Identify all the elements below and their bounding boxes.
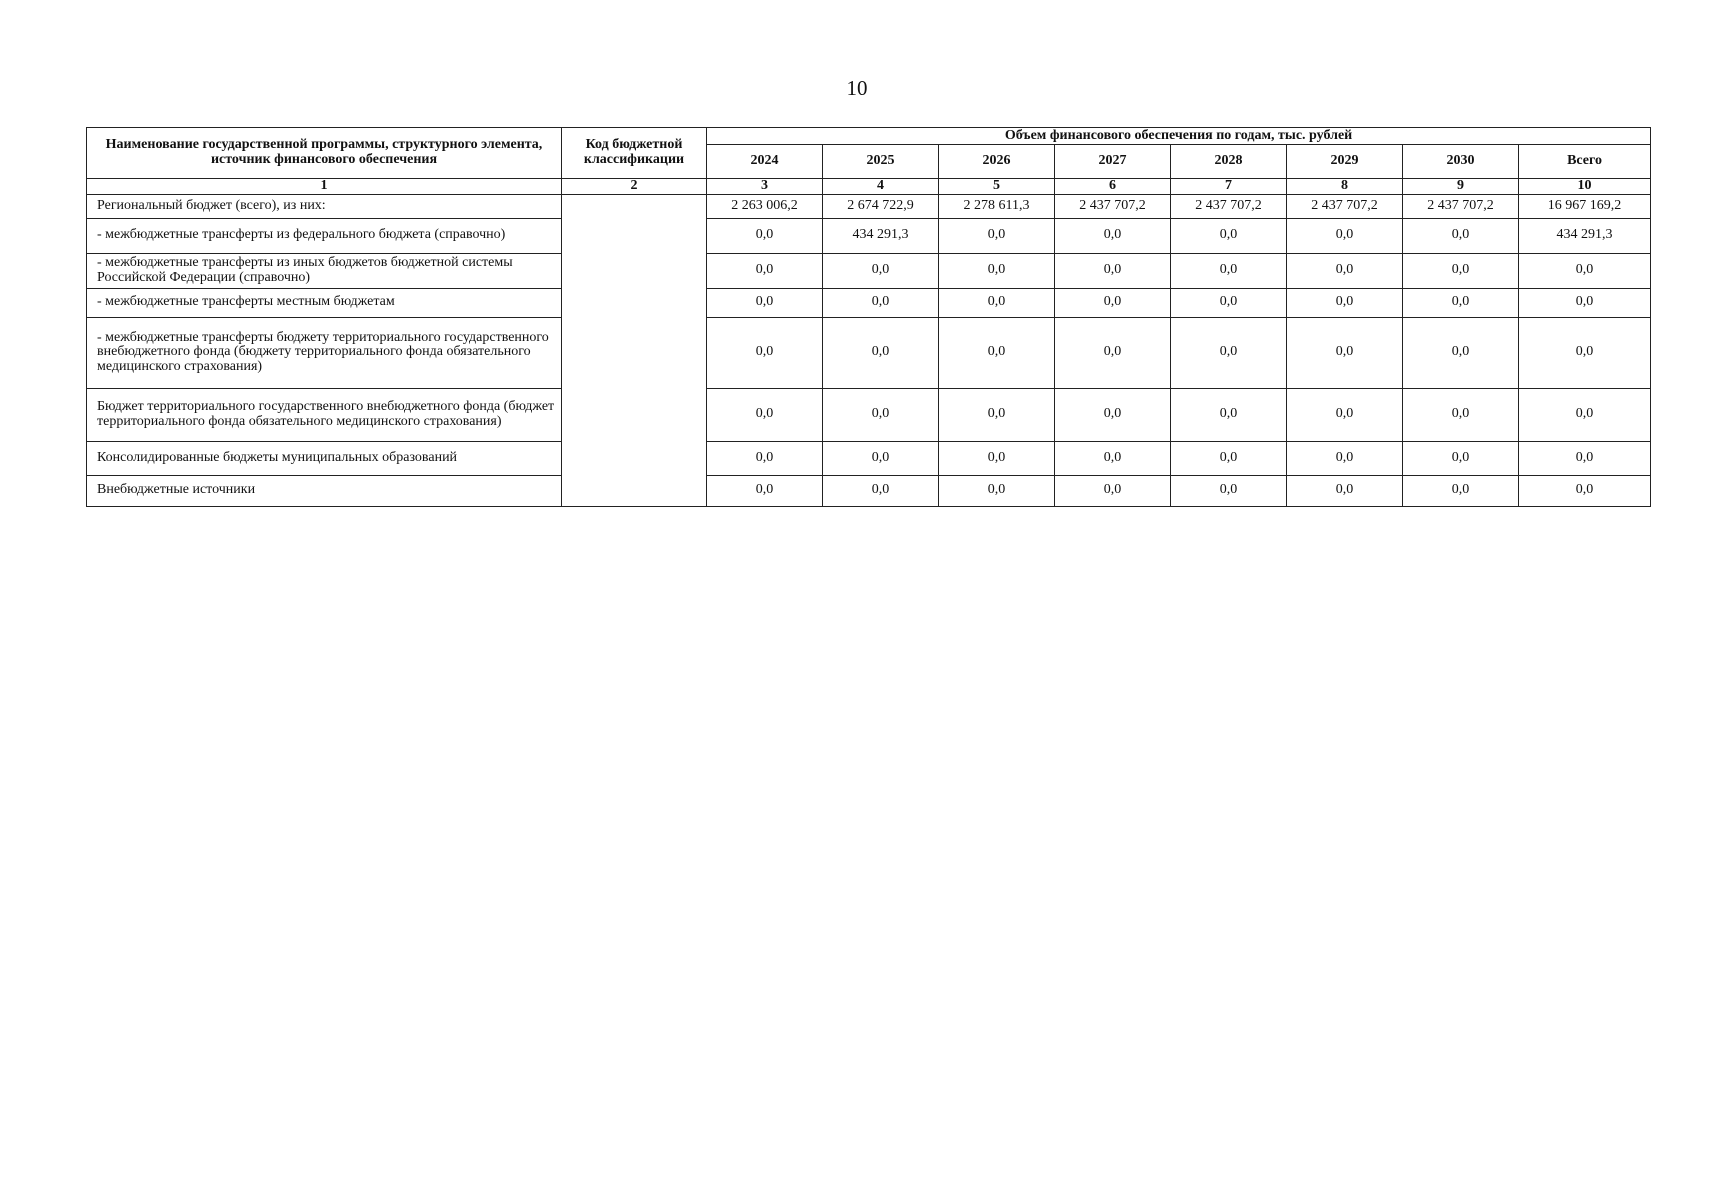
cell-value: 0,0 (939, 288, 1055, 317)
row-name: - межбюджетные трансферты местным бюджетам (87, 288, 562, 317)
cell-value: 2 437 707,2 (1171, 194, 1287, 218)
column-number: 1 (87, 179, 562, 195)
column-numbers-row (87, 179, 1651, 195)
header-total: Всего (1519, 145, 1651, 179)
cell-total: 0,0 (1519, 388, 1651, 441)
header-year: 2024 (707, 145, 823, 179)
header-year: 2028 (1171, 145, 1287, 179)
column-number: 3 (707, 179, 823, 195)
row-name: - межбюджетные трансферты из иных бюджетов бюджетной системы Российской Федерации (справочно) (87, 253, 562, 288)
cell-value: 0,0 (707, 441, 823, 475)
cell-total: 0,0 (1519, 288, 1651, 317)
cell-value: 0,0 (1287, 218, 1403, 253)
cell-value: 0,0 (1403, 441, 1519, 475)
cell-value: 0,0 (1171, 253, 1287, 288)
cell-value: 2 278 611,3 (939, 194, 1055, 218)
column-number: 6 (1055, 179, 1171, 195)
cell-value: 0,0 (1055, 388, 1171, 441)
cell-value: 0,0 (823, 441, 939, 475)
table-row (87, 475, 1651, 506)
cell-value: 0,0 (939, 441, 1055, 475)
header-year: 2030 (1403, 145, 1519, 179)
cell-value: 0,0 (707, 218, 823, 253)
cell-value: 0,0 (823, 317, 939, 388)
column-number: 8 (1287, 179, 1403, 195)
cell-value: 0,0 (1171, 475, 1287, 506)
cell-value: 0,0 (939, 253, 1055, 288)
cell-value: 0,0 (1171, 218, 1287, 253)
cell-total: 0,0 (1519, 441, 1651, 475)
cell-value: 0,0 (1055, 475, 1171, 506)
row-name: Бюджет территориального государственного внебюджетного фонда (бюджет территориального фонда обязательного медицинского страхования) (87, 388, 562, 441)
header-volume: Объем финансового обеспечения по годам, тыс. рублей (707, 128, 1651, 145)
cell-value: 0,0 (1171, 288, 1287, 317)
header-row-top (87, 128, 1651, 145)
cell-value: 0,0 (1287, 388, 1403, 441)
cell-value: 0,0 (1403, 317, 1519, 388)
cell-value: 0,0 (1055, 253, 1171, 288)
budget-code-cell (562, 194, 707, 506)
cell-value: 0,0 (823, 253, 939, 288)
cell-value: 2 437 707,2 (1055, 194, 1171, 218)
cell-value: 0,0 (823, 388, 939, 441)
cell-value: 0,0 (1055, 441, 1171, 475)
cell-value: 0,0 (1287, 475, 1403, 506)
column-number: 10 (1519, 179, 1651, 195)
table-row (87, 441, 1651, 475)
cell-value: 0,0 (939, 475, 1055, 506)
row-name: - межбюджетные трансферты бюджету территориального государственного внебюджетного фонда (бюджету территориального фонда обязательного медицинского страхования) (87, 317, 562, 388)
cell-value: 0,0 (1287, 253, 1403, 288)
cell-value: 0,0 (939, 317, 1055, 388)
cell-value: 0,0 (707, 475, 823, 506)
cell-value: 0,0 (1403, 218, 1519, 253)
header-name: Наименование государственной программы, структурного элемента, источник финансового обеспечения (87, 128, 562, 179)
row-name: Внебюджетные источники (87, 475, 562, 506)
row-name: - межбюджетные трансферты из федерального бюджета (справочно) (87, 218, 562, 253)
page-number: 10 (846, 76, 868, 100)
header-year: 2026 (939, 145, 1055, 179)
column-number: 5 (939, 179, 1055, 195)
cell-value: 0,0 (1171, 317, 1287, 388)
cell-value: 0,0 (1055, 317, 1171, 388)
cell-value: 0,0 (707, 288, 823, 317)
cell-value: 2 437 707,2 (1287, 194, 1403, 218)
row-name: Консолидированные бюджеты муниципальных образований (87, 441, 562, 475)
cell-value: 0,0 (1055, 288, 1171, 317)
cell-value: 0,0 (1403, 475, 1519, 506)
table-row (87, 288, 1651, 317)
cell-value: 0,0 (707, 388, 823, 441)
header-year: 2025 (823, 145, 939, 179)
column-number: 4 (823, 179, 939, 195)
row-name: Региональный бюджет (всего), из них: (87, 194, 562, 218)
cell-value: 0,0 (1287, 288, 1403, 317)
cell-value: 2 263 006,2 (707, 194, 823, 218)
table-row (87, 317, 1651, 388)
cell-value: 0,0 (1287, 317, 1403, 388)
cell-total: 434 291,3 (1519, 218, 1651, 253)
table-row (87, 218, 1651, 253)
cell-total: 0,0 (1519, 475, 1651, 506)
cell-value: 2 674 722,9 (823, 194, 939, 218)
financing-table (86, 127, 1651, 507)
cell-value: 0,0 (1171, 441, 1287, 475)
cell-value: 434 291,3 (823, 218, 939, 253)
cell-value: 0,0 (1171, 388, 1287, 441)
table-row (87, 253, 1651, 288)
cell-total: 0,0 (1519, 253, 1651, 288)
column-number: 9 (1403, 179, 1519, 195)
cell-value: 0,0 (707, 317, 823, 388)
cell-value: 0,0 (823, 288, 939, 317)
cell-value: 0,0 (1403, 288, 1519, 317)
column-number: 7 (1171, 179, 1287, 195)
cell-value: 0,0 (823, 475, 939, 506)
header-year: 2029 (1287, 145, 1403, 179)
cell-value: 2 437 707,2 (1403, 194, 1519, 218)
header-year: 2027 (1055, 145, 1171, 179)
cell-value: 0,0 (1055, 218, 1171, 253)
cell-value: 0,0 (707, 253, 823, 288)
cell-value: 0,0 (1287, 441, 1403, 475)
column-number: 2 (562, 179, 707, 195)
table-row (87, 388, 1651, 441)
header-code: Код бюджетной классификации (562, 128, 707, 179)
cell-total: 16 967 169,2 (1519, 194, 1651, 218)
table-row (87, 194, 1651, 218)
cell-value: 0,0 (939, 388, 1055, 441)
cell-total: 0,0 (1519, 317, 1651, 388)
cell-value: 0,0 (939, 218, 1055, 253)
cell-value: 0,0 (1403, 388, 1519, 441)
cell-value: 0,0 (1403, 253, 1519, 288)
